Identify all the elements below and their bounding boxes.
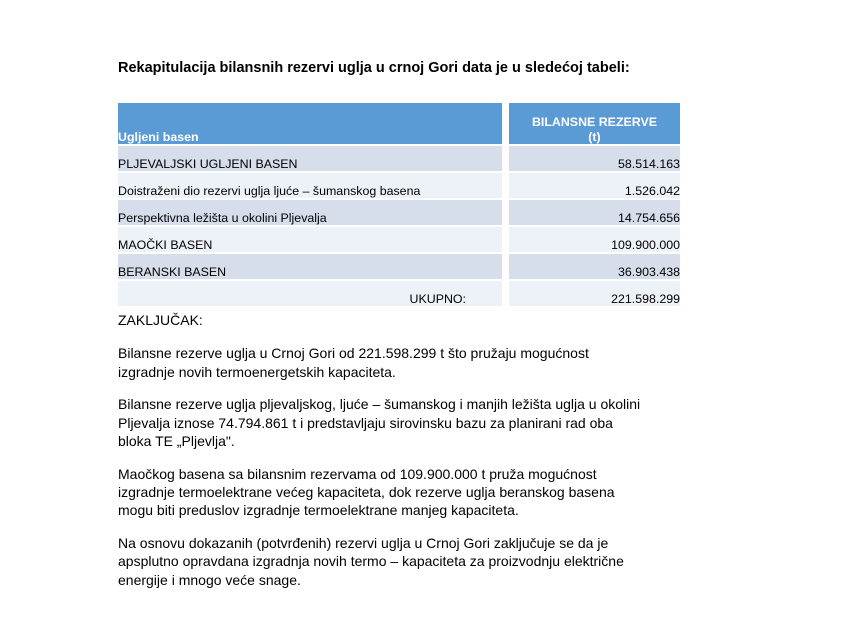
row-gap xyxy=(502,173,509,198)
row-value: 14.754.656 xyxy=(509,200,680,225)
paragraph-line: Na osnovu dokazanih (potvrđenih) rezervi uglja u Crnoj Gori zaključuje se da je xyxy=(118,534,609,551)
row-gap xyxy=(502,281,509,306)
conclusion-paragraph-3 xyxy=(118,465,738,520)
row-label: MAOČKI BASEN xyxy=(118,227,502,252)
table-total-row xyxy=(118,281,680,306)
row-gap xyxy=(502,146,509,171)
table-row xyxy=(118,146,680,171)
paragraph-line: Pljevalja iznose 74.794.861 t i predstavljaju sirovinsku bazu za planirani rad oba xyxy=(118,414,613,431)
total-label: UKUPNO: xyxy=(118,281,502,306)
row-label: Perspektivna ležišta u okolini Pljevalja xyxy=(118,200,502,225)
paragraph-line: Bilansne rezerve uglja pljevaljskog, ljuće – šumanskog i manjih ležišta uglja u okolini xyxy=(118,396,641,413)
row-value: 1.526.042 xyxy=(509,173,680,198)
intro-heading: Rekapitulacija bilansnih rezervi uglja u crnoj Gori data je u sledećoj tabeli: xyxy=(118,60,630,76)
paragraph-line: Maočkog basena sa bilansnim rezervama od 109.900.000 t pruža mogućnost xyxy=(118,465,597,482)
coal-reserves-table xyxy=(118,103,680,306)
paragraph-line: izgradnje termoelektrane većeg kapaciteta, dok rezerve uglja beranskog basena xyxy=(118,484,615,500)
table-row xyxy=(118,173,680,198)
header-column-gap xyxy=(502,103,509,144)
row-gap xyxy=(502,254,509,279)
row-value: 58.514.163 xyxy=(509,146,680,171)
paragraph-line: mogu biti preduslov izgradnje termoelektrane manjeg kapaciteta. xyxy=(118,502,519,519)
table-body xyxy=(118,144,680,306)
paragraph-line: apsplutno opravdana izgradnja novih termo – kapaciteta za proizvodnju električne xyxy=(118,553,624,570)
table-row xyxy=(118,227,680,252)
conclusion-title: ZAKLJUČAK: xyxy=(118,312,203,328)
conclusion-section xyxy=(118,311,743,589)
paragraph-line: izgradnje novih termoenergetskih kapaciteta. xyxy=(118,363,396,380)
header-ugljeni-basen: Ugljeni basen xyxy=(118,103,502,144)
header-bilansne-rezerve-line1: BILANSNE REZERVE xyxy=(531,115,658,130)
table-header-row xyxy=(118,103,680,144)
paragraph-line: Bilansne rezerve uglja u Crnoj Gori od 221.598.299 t što pružaju mogućnost xyxy=(118,345,589,362)
conclusion-paragraph-1 xyxy=(118,344,738,381)
row-label: Doistraženi dio rezervi uglja ljuće – šumanskog basena xyxy=(118,173,502,198)
row-label: PLJEVALJSKI UGLJENI BASEN xyxy=(118,146,502,171)
row-gap xyxy=(502,200,509,225)
row-label: BERANSKI BASEN xyxy=(118,254,502,279)
header-bilansne-rezerve-line2: (t) xyxy=(588,129,601,144)
row-gap xyxy=(502,227,509,252)
total-value: 221.598.299 xyxy=(509,281,680,306)
paragraph-line: bloka TE „Pljevlja". xyxy=(118,433,235,450)
table-row xyxy=(118,254,680,279)
table-row xyxy=(118,200,680,225)
row-value: 109.900.000 xyxy=(509,227,680,252)
conclusion-paragraph-2 xyxy=(118,395,738,450)
row-value: 36.903.438 xyxy=(509,254,680,279)
header-bilansne-rezerve xyxy=(509,103,680,144)
conclusion-paragraph-4 xyxy=(118,534,738,589)
paragraph-line: energije i mnogo veće snage. xyxy=(118,571,301,588)
